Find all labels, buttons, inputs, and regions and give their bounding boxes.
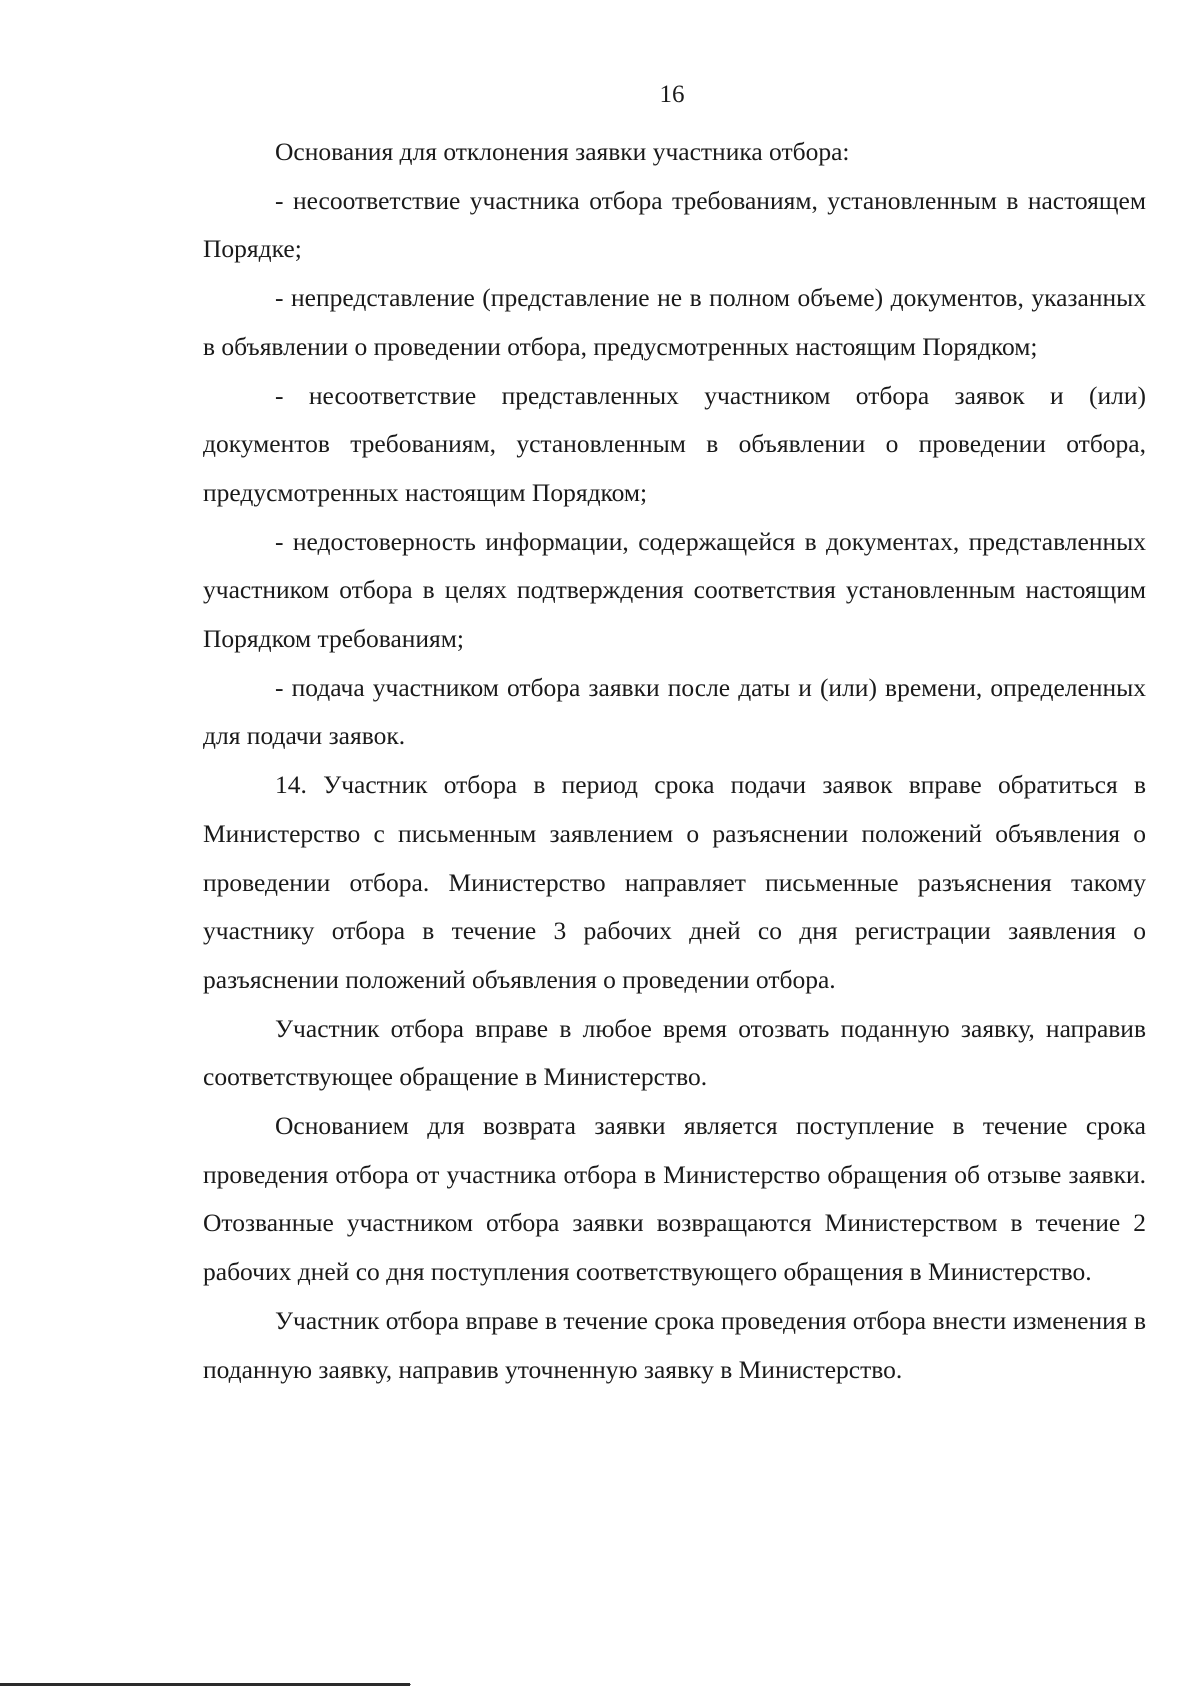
paragraph-section-14: 14. Участник отбора в период срока подачи заявок вправе обратиться в Министерство с письменным заявлением о разъяснении положений объявления о проведении отбора. Министерство направляет письменные разъяснения такому участнику отбора в течение 3 рабочих дней со дня регистрации заявления о разъяснении положений объявления о проведении отбора. — [203, 770, 1146, 994]
bottom-rule-tail — [410, 1684, 411, 1685]
document-body — [203, 128, 1146, 1394]
paragraph-return-grounds: Основанием для возврата заявки является поступление в течение срока проведения отбора от участника отбора в Министерство обращения об отзыве заявки. Отозванные участником отбора заявки возвращаются Министерством в течение 2 рабочих дней со дня поступления соответствующего обращения в Министерство. — [203, 1111, 1146, 1287]
page-number: 16 — [659, 81, 685, 108]
paragraph-withdrawal: Участник отбора вправе в любое время отозвать поданную заявку, направив соответствующее обращение в Министерство. — [203, 1013, 1146, 1092]
paragraph-amendment: Участник отбора вправе в течение срока проведения отбора внести изменения в поданную заявку, направив уточненную заявку в Министерство. — [203, 1305, 1146, 1384]
bottom-rule — [0, 1683, 410, 1686]
paragraph-list-item: - подача участником отбора заявки после даты и (или) времени, определенных для подачи заявок. — [203, 672, 1146, 751]
paragraph-list-item: - несоответствие представленных участником отбора заявок и (или) документов требованиям, установленным в объявлении о проведении отбора, предусмотренных настоящим Порядком; — [203, 380, 1146, 507]
paragraph-list-item: - недостоверность информации, содержащейся в документах, представленных участником отбора в целях подтверждения соответствия установленным настоящим Порядком требованиям; — [203, 526, 1146, 654]
paragraph-list-item: - несоответствие участника отбора требованиям, установленным в настоящем Порядке; — [203, 185, 1146, 264]
paragraph-list-item: - непредставление (представление не в полном объеме) документов, указанных в объявлении о проведении отбора, предусмотренных настоящим Порядком; — [203, 283, 1146, 361]
paragraph-rejection-grounds: Основания для отклонения заявки участника отбора: — [275, 137, 850, 166]
